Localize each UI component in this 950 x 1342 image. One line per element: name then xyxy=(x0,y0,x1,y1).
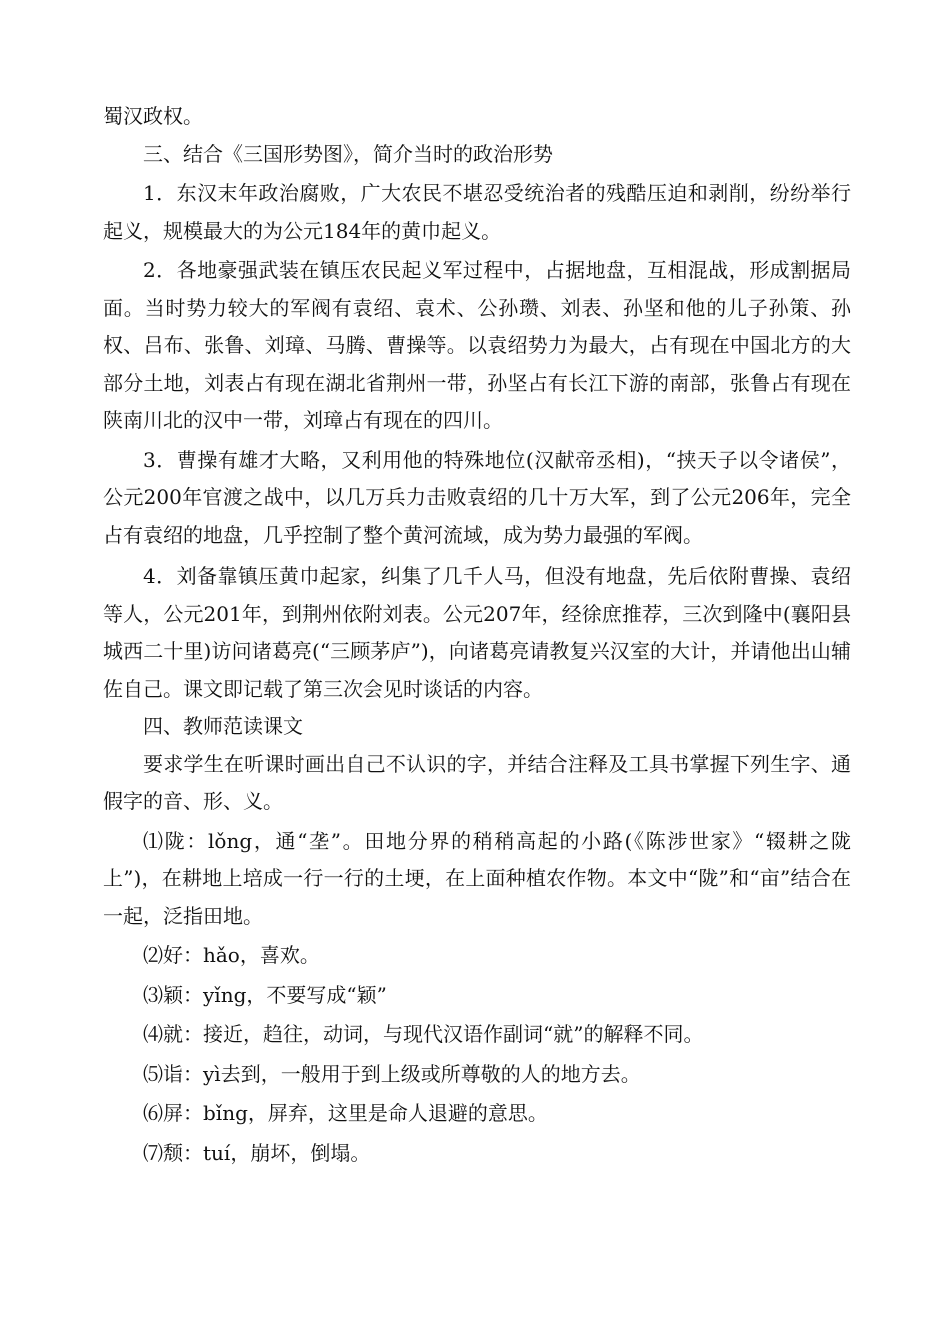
paragraph-point-2: 2．各地豪强武装在镇压农民起义军过程中，占据地盘，互相混战，形成割据局面。当时势力较大的军阀有袁绍、袁术、公孙瓒、刘表、孙坚和他的儿子孙策、孙权、吕布、张鲁、刘璋、马腾、曹操等。以袁绍势力为最大，占有现在中国北方的大部分土地，刘表占有现在湖北省荆州一带，孙坚占有长江下游的南部，张鲁占有现在陕南川北的汉中一带，刘璋占有现在的四川。 xyxy=(103,258,851,432)
section-heading-teacher-reading: 四、教师范读课文 xyxy=(143,714,303,738)
vocab-item-3: ⑶颖：yǐng，不要写成“颖” xyxy=(143,982,387,1007)
vocab-item-6: ⑹屏：bǐng，屏弃，这里是命人退避的意思。 xyxy=(143,1101,548,1125)
vocab-item-2: ⑵好：hǎo，喜欢。 xyxy=(143,943,320,967)
document-page xyxy=(103,98,851,1172)
paragraph-point-3: 3．曹操有雄才大略，又利用他的特殊地位(汉献帝丞相)，“挟天子以令诸侯”，公元200年官渡之战中，以几万兵力击败袁绍的几十万大军，到了公元206年，完全占有袁绍的地盘，几乎控制了整个黄河流域，成为势力最强的军阀。 xyxy=(103,447,851,547)
vocab-item-1: ⑴陇：lǒng，通“垄”。田地分界的稍稍高起的小路(《陈涉世家》“辍耕之陇上”)，在耕地上培成一行一行的土埂，在上面种植农作物。本文中“陇”和“亩”结合在一起，泛指田地。 xyxy=(103,828,851,928)
paragraph-requirements: 要求学生在听课时画出自己不认识的字，并结合注释及工具书掌握下列生字、通假字的音、形、义。 xyxy=(103,751,851,813)
paragraph-point-4: 4．刘备靠镇压黄巾起家，纠集了几千人马，但没有地盘，先后依附曹操、袁绍等人，公元201年，到荆州依附刘表。公元207年，经徐庶推荐，三次到隆中(襄阳县城西二十里)访问诸葛亮(“三顾茅庐”)，向诸葛亮请教复兴汉室的大计，并请他出山辅佐自己。课文即记载了第三次会见时谈话的内容。 xyxy=(103,564,851,701)
vocab-item-5: ⑸诣：yì去到，一般用于到上级或所尊敬的人的地方去。 xyxy=(143,1061,641,1086)
paragraph-point-1: 1．东汉末年政治腐败，广大农民不堪忍受统治者的残酷压迫和剥削，纷纷举行起义，规模最大的为公元184年的黄巾起义。 xyxy=(103,181,851,243)
paragraph-intro-end: 蜀汉政权。 xyxy=(103,104,203,128)
section-heading-political-situation: 三、结合《三国形势图》，简介当时的政治形势 xyxy=(143,141,553,166)
vocab-item-4: ⑷就：接近，趋往，动词，与现代汉语作副词“就”的解释不同。 xyxy=(143,1022,704,1046)
vocab-item-7: ⑺颓：tuí，崩坏，倒塌。 xyxy=(143,1140,371,1165)
